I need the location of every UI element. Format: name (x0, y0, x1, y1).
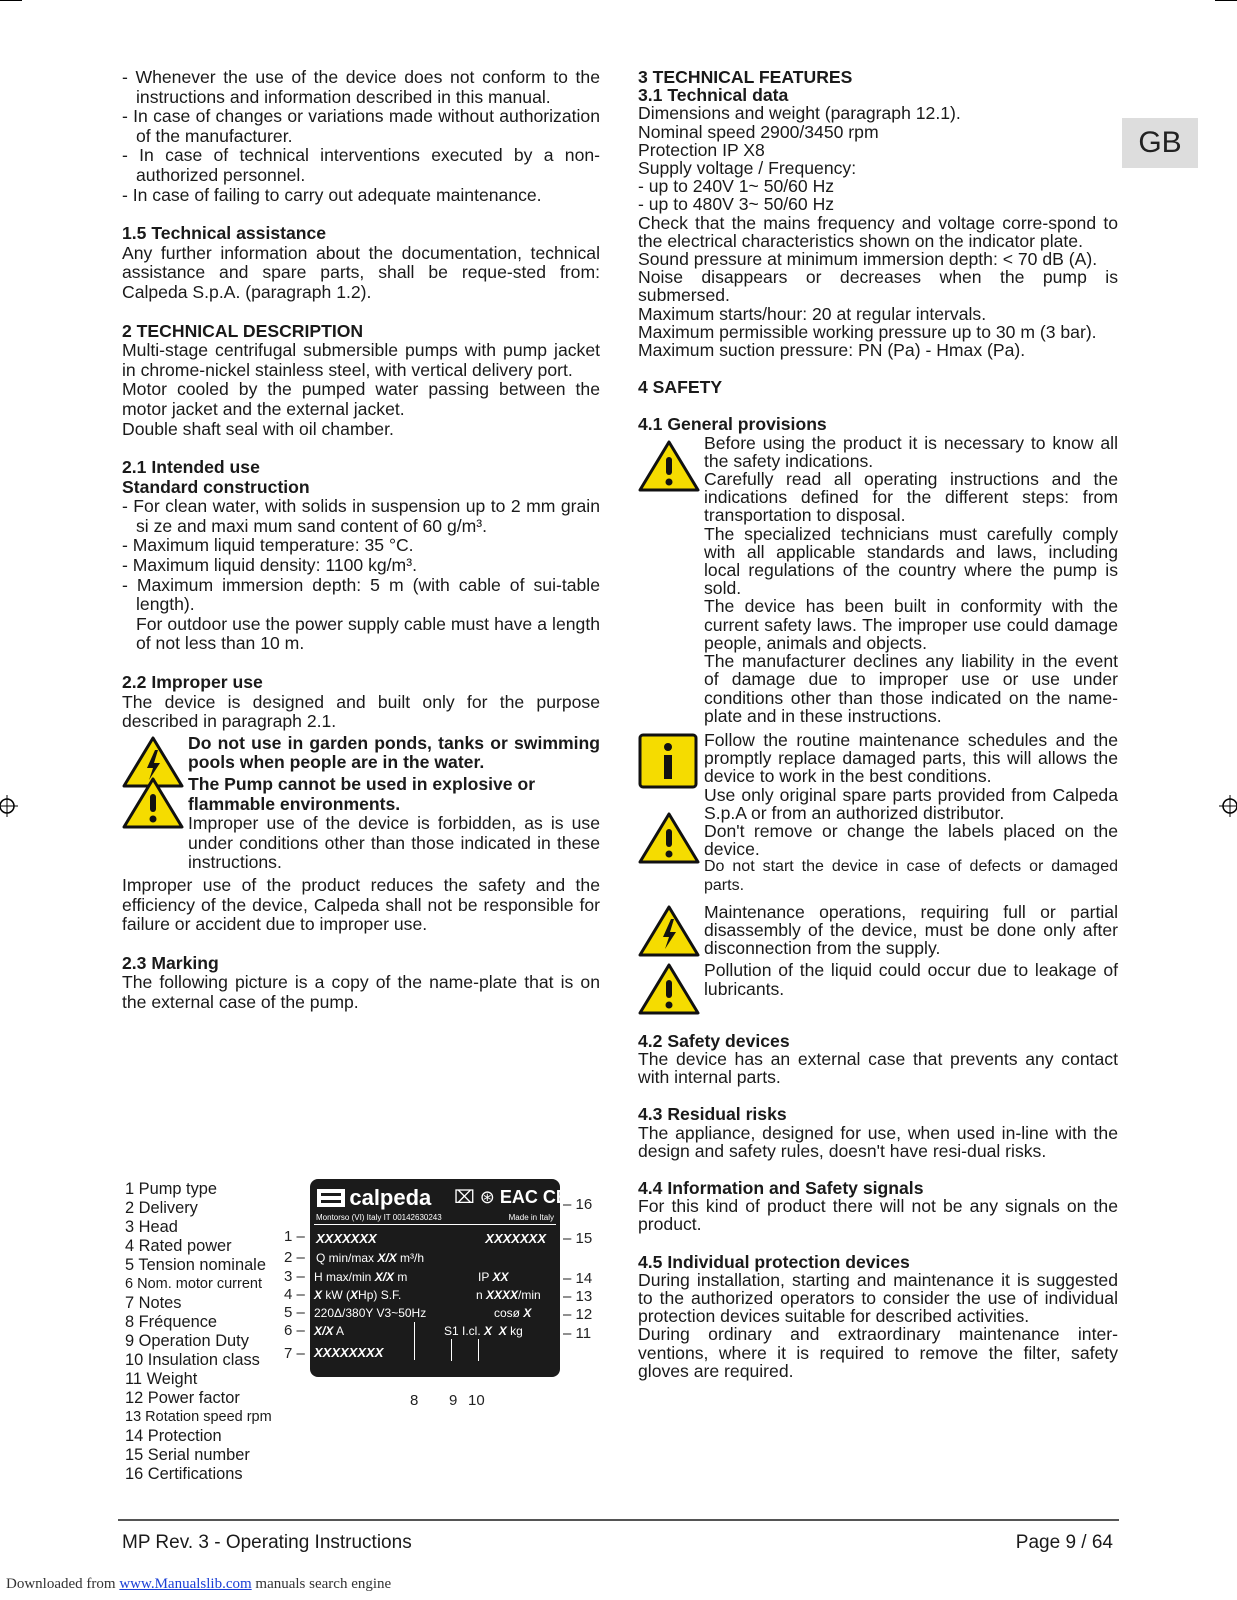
paragraph: The specialized technicians must carefully comply with all applicable standards and laws, including local regulations of the country where the pump is sold. (704, 523, 1118, 599)
section-heading: 2.1 Intended use (122, 457, 260, 478)
warning-block (638, 434, 1118, 725)
plate-delivery: Q min/max X/X m³/h (316, 1251, 425, 1265)
spec-line: Sound pressure at minimum immersion depth: < 70 dB (A). (638, 249, 1098, 270)
section-heading: 4.2 Safety devices (638, 1030, 790, 1051)
callout-number: 3 – (284, 1268, 305, 1285)
spec-line: Supply voltage / Frequency: (638, 158, 857, 179)
calpeda-logo-icon (316, 1187, 346, 1209)
paragraph: The appliance, designed for use, when used in-line with the design and safety rules, doesn't have resi-dual risks. (638, 1122, 1118, 1161)
plate-speed: n XXXX/min (476, 1288, 541, 1302)
manualslib-link[interactable]: www.Manualslib.com (119, 1576, 252, 1592)
language-tab: GB (1122, 118, 1198, 168)
callout-number: 8 (410, 1392, 419, 1409)
legend-item: 10 Insulation class (125, 1351, 260, 1369)
paragraph: The device has been built in conformity with the current safety laws. The improper use could damage people, animals and objects. (704, 596, 1118, 653)
callout-number: – 15 (563, 1230, 593, 1247)
callout-number: – 12 (563, 1306, 593, 1323)
paragraph: During installation, starting and maintenance it is suggested to the authorized operators to consider the use of individual protection devices suitable for described activities. (638, 1269, 1118, 1327)
section-heading: 3.1 Technical data (638, 85, 789, 106)
callout-number: 4 – (284, 1286, 305, 1303)
warning-text: Improper use of the device is forbidden, as is use under conditions other than those indicated in these instructions. (188, 813, 600, 873)
page-number: Page 9 / 64 (1015, 1532, 1113, 1553)
spec-line: Protection IP X8 (638, 139, 765, 160)
plate-serial: XXXXXXX (485, 1231, 546, 1246)
list-item: - Maximum liquid density: 1100 kg/m³. (122, 555, 417, 576)
paragraph: The manufacturer declines any liability in the event of damage due to improper use or use under conditions other than those indicated on the name-plate and in these instructions. (704, 651, 1118, 726)
spec-line: - up to 240V 1~ 50/60 Hz (638, 176, 835, 197)
plate-made-in: Made in Italy (508, 1213, 554, 1222)
plate-notes: XXXXXXXX (314, 1345, 384, 1360)
section-heading: 4.1 General provisions (638, 414, 827, 435)
download-prefix: Downloaded from (6, 1576, 120, 1592)
spec-line: Dimensions and weight (paragraph 12.1). (638, 103, 961, 124)
callout-number: 2 – (284, 1249, 305, 1266)
left-column (122, 68, 600, 1013)
list-item: - Maximum immersion depth: 5 m (with cable of sui-table length). (122, 574, 600, 615)
legend-item: 9 Operation Duty (125, 1332, 249, 1350)
warning-block (122, 775, 600, 873)
electric-hazard-icon (638, 905, 700, 957)
plate-power-factor: cosø X (494, 1306, 532, 1320)
paragraph: Any further information about the documentation, technical assistance and spare parts, shall be reque-sted from: Calpeda S.p.A. (paragraph 1.2). (122, 242, 600, 302)
legend-item: 5 Tension nominale (125, 1256, 266, 1274)
paragraph: Pollution of the liquid could occur due to leakage of lubricants. (704, 960, 1118, 999)
legend-item: 1 Pump type (125, 1180, 218, 1198)
paragraph: Follow the routine maintenance schedules and the promptly replace damaged parts, this will allows the device to work in the best conditions. (704, 729, 1118, 787)
spec-line: Check that the mains frequency and voltage corre-spond to the electrical characteristics shown on the indicator plate. (638, 212, 1118, 251)
paragraph: Before using the product it is necessary to know all the safety indications. (704, 432, 1118, 471)
list-item: - In case of failing to carry out adequate maintenance. (122, 184, 542, 205)
section-heading: 2.3 Marking (122, 952, 219, 973)
paragraph: The following picture is a copy of the name-plate that is on the external case of the pump. (122, 972, 600, 1012)
paragraph: Motor cooled by the pumped water passing between the motor jacket and the external jacket. (122, 379, 600, 419)
warning-icon (638, 812, 700, 864)
paragraph: Use only original spare parts provided from Calpeda S.p.A or from an authorized distributor. (704, 784, 1118, 823)
legend-item: 11 Weight (125, 1370, 198, 1388)
weee-bin-icon: ⌧ (454, 1187, 475, 1207)
section-heading: 4 SAFETY (638, 377, 723, 398)
callout-number: 5 – (284, 1304, 305, 1321)
legend-item: 7 Notes (125, 1294, 182, 1312)
paragraph: Don't remove or change the labels placed on the device. (704, 820, 1118, 860)
list-item: - Whenever the use of the device does not conform to the instructions and information described in this manual. (122, 67, 600, 107)
paragraph: Multi-stage centrifugal submersible pumps with pump jacket in chrome-nickel stainless steel, with vertical delivery port. (122, 340, 600, 380)
callout-number: 1 – (284, 1228, 305, 1245)
spec-line: Noise disappears or decreases when the pump is submersed. (638, 267, 1118, 306)
plate-voltage: 220Δ/380Y V3~50Hz (314, 1306, 427, 1320)
warning-icon (122, 777, 184, 829)
spec-line: - up to 480V 3~ 50/60 Hz (638, 194, 835, 215)
list-item: - For clean water, with solids in suspension up to 2 mm grain si ze and maxi mum sand content of 60 g/m³. (122, 496, 600, 536)
registration-mark-icon (0, 795, 18, 817)
callout-number: – 11 (563, 1325, 592, 1342)
ce-mark-icon: CE (542, 1187, 568, 1207)
plate-head: H max/min X/X m (314, 1270, 408, 1284)
legend-item: 3 Head (125, 1218, 178, 1236)
footer-title: MP Rev. 3 - Operating Instructions (122, 1532, 412, 1553)
list-item: - Maximum liquid temperature: 35 °C. (122, 535, 414, 556)
legend-item: 14 Protection (125, 1427, 222, 1445)
right-column (638, 68, 1118, 1380)
warning-block (638, 786, 1118, 895)
section-heading: 3 TECHNICAL FEATURES (638, 67, 853, 87)
section-heading: 4.4 Information and Safety signals (638, 1177, 924, 1198)
list-item: - In case of changes or variations made without authorization of the manufacturer. (122, 106, 600, 146)
warning-text: The Pump cannot be used in explosive or flammable environments. (188, 774, 536, 814)
paragraph: The device is designed and built only for the purpose described in paragraph 2.1. (122, 691, 600, 732)
legend-item: 2 Delivery (125, 1199, 198, 1217)
registration-mark-icon (1219, 795, 1237, 817)
legend-item: 12 Power factor (125, 1389, 240, 1407)
certification-icons (454, 1187, 568, 1208)
warning-text: Do not use in garden ponds, tanks or swimming pools when people are in the water. (188, 732, 600, 773)
callout-number: 7 – (284, 1345, 305, 1362)
paragraph: Improper use of the product reduces the safety and the efficiency of the device, Calpeda shall not be responsible for failure or accident due to improper use. (122, 874, 600, 935)
footer-divider (118, 1519, 1119, 1521)
paragraph: Maintenance operations, requiring full or partial disassembly of the device, must be done only after disconnection from the supply. (704, 901, 1118, 959)
plate-protection: IP XX (478, 1270, 509, 1284)
warning-block (638, 903, 1118, 958)
plate-duty-class-weight: S1 I.cl. X X kg (444, 1324, 523, 1338)
spec-line: Nominal speed 2900/3450 rpm (638, 121, 879, 142)
warning-icon (638, 440, 700, 492)
callout-number: – 16 (563, 1196, 593, 1213)
paragraph: Double shaft seal with oil chamber. (122, 418, 394, 439)
spec-line: Maximum suction pressure: PN (Pa) - Hmax (Pa). (638, 340, 1026, 361)
callout-number: – 14 (563, 1270, 593, 1287)
list-item: - In case of technical interventions executed by a non-authorized personnel. (122, 145, 600, 185)
legend-item: 13 Rotation speed rpm (125, 1409, 272, 1425)
legend-item: 6 Nom. motor current (125, 1276, 262, 1292)
legend-item: 4 Rated power (125, 1237, 232, 1255)
legend-item: 16 Certifications (125, 1465, 243, 1483)
crop-mark (1215, 0, 1237, 1)
paragraph: Carefully read all operating instructions and the indications defined for the different steps: from transportation to disposal. (704, 469, 1118, 526)
plate-power: X kW (XHp) S.F. (314, 1288, 402, 1302)
name-plate (310, 1179, 568, 1377)
callout-number: 6 – (284, 1322, 305, 1339)
spec-line: Maximum permissible working pressure up to 30 m (3 bar). (638, 321, 1097, 342)
section-heading: 2.2 Improper use (122, 672, 263, 693)
plate-current: X/X A (314, 1324, 345, 1338)
warning-icon (638, 963, 700, 1015)
section-heading: 4.5 Individual protection devices (638, 1251, 910, 1272)
spec-line: Maximum starts/hour: 20 at regular intervals. (638, 303, 987, 324)
download-suffix: manuals search engine (251, 1576, 392, 1592)
eac-mark-icon: EAC (499, 1187, 538, 1207)
warning-block (638, 961, 1118, 997)
download-note (6, 1576, 391, 1593)
warning-block (122, 734, 600, 773)
calpeda-logo (316, 1185, 431, 1211)
section-heading: 2 TECHNICAL DESCRIPTION (122, 320, 364, 341)
callout-number: – 13 (563, 1288, 593, 1305)
info-icon (638, 733, 698, 789)
crop-mark (0, 0, 22, 1)
legend-item: 15 Serial number (125, 1446, 250, 1464)
section-heading: 4.3 Residual risks (638, 1104, 787, 1125)
paragraph: For this kind of product there will not be any signals on the product. (638, 1196, 1118, 1235)
legend-item: 8 Fréquence (125, 1313, 218, 1331)
paragraph: During ordinary and extraordinary maintenance inter-ventions, where it is required to remove the filter, safety gloves are required. (638, 1324, 1118, 1381)
callout-number: 9 (449, 1392, 458, 1409)
callout-number: 10 (468, 1392, 485, 1409)
marking-legend (125, 1180, 272, 1484)
paragraph: For outdoor use the power supply cable must have a length of not less than 10 m. (136, 613, 600, 654)
plate-pump-type: XXXXXXX (316, 1231, 377, 1246)
paragraph: The device has an external case that prevents any contact with internal parts. (638, 1048, 1118, 1088)
brand-name: calpeda (349, 1185, 432, 1210)
sub-heading: Standard construction (122, 476, 310, 497)
paragraph: Do not start the device in case of defects or damaged parts. (704, 858, 1118, 894)
plate-address: Montorso (VI) Italy IT 00142630243 (316, 1213, 442, 1222)
info-block (638, 731, 1118, 786)
quality-mark-icon: ⊛ (479, 1187, 495, 1207)
section-heading: 1.5 Technical assistance (122, 223, 327, 244)
